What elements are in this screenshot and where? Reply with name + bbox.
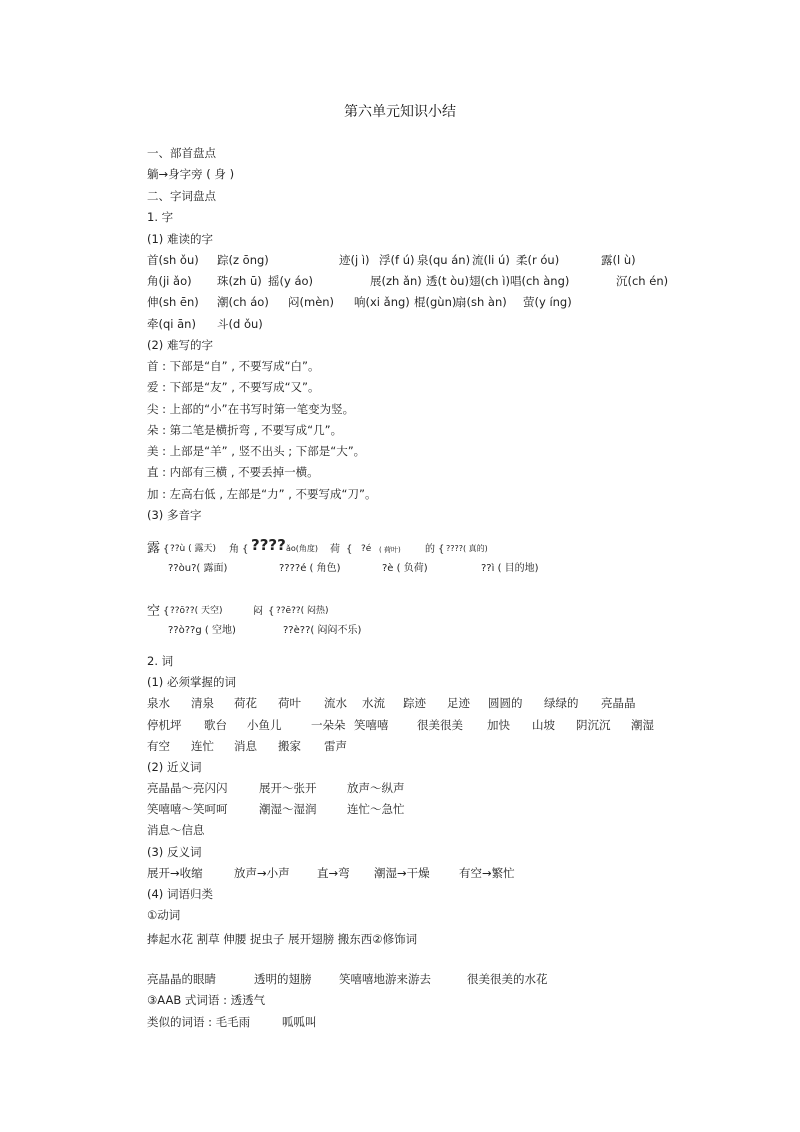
word-row-1 <box>147 695 787 711</box>
pinyin-item: 唱(ch àng) <box>510 274 570 288</box>
modifier-phrase: 透明的翅膀 <box>254 972 312 986</box>
word-item: 足迹 <box>447 696 470 710</box>
writing-note: 爱 : 下部是“友” , 不要写成“又”。 <box>147 380 320 394</box>
word-item: 踪迹 <box>403 696 426 710</box>
pinyin-item: 沉(ch én) <box>616 274 669 288</box>
poly-reading: ?è ( 负荷) <box>382 563 428 574</box>
antonym-pair: 放声→小声 <box>234 866 290 880</box>
pinyin-item: 翅(ch ì) <box>469 274 510 288</box>
poly-char-men: 闷 <box>253 606 263 617</box>
antonym-pair: 潮湿→干燥 <box>374 866 430 880</box>
antonyms-heading: (3) 反义词 <box>147 845 202 859</box>
pinyin-item: 露(l ù) <box>601 253 636 267</box>
word-item: 很美很美 <box>417 718 463 732</box>
word-item: 有空 <box>147 739 170 753</box>
pinyin-row-1 <box>147 252 787 268</box>
words-heading: 2. 词 <box>147 654 174 668</box>
pinyin-item: 透(t òu) <box>426 274 469 288</box>
word-item: 连忙 <box>191 739 214 753</box>
word-row-3 <box>147 738 787 754</box>
poly-reading: ?é <box>361 544 372 554</box>
word-item: 停机坪 <box>147 718 182 732</box>
synonym-pair: 亮晶晶～亮闪闪 <box>147 781 228 795</box>
verbs-heading: ①动词 <box>147 908 181 922</box>
word-item: 圆圆的 <box>488 696 523 710</box>
poly-char-jiao: 角 <box>229 544 239 555</box>
poly-reading: ????( 真的) <box>446 544 488 553</box>
writing-note: 直 : 内部有三横 , 不要丢掉一横。 <box>147 465 319 479</box>
pinyin-row-3 <box>147 294 787 310</box>
pinyin-item: 柔(r óu) <box>516 253 560 267</box>
word-item: 搬家 <box>278 739 301 753</box>
synonym-row-1 <box>147 780 787 796</box>
writing-note: 美 : 上部是“羊” , 竖不出头 ; 下部是“大”。 <box>147 444 366 458</box>
word-item: 小鱼儿 <box>247 718 282 732</box>
synonym-row-2 <box>147 801 787 817</box>
word-item: 亮晶晶 <box>601 696 636 710</box>
antonym-pair: 展开→收缩 <box>147 866 203 880</box>
aab-words-line: ③AAB 式词语 : 透透气 <box>147 993 266 1007</box>
synonym-pair: 潮湿～湿润 <box>259 802 317 816</box>
writing-note: 尖 : 上部的“小”在书写时第一笔变为竖。 <box>147 402 355 416</box>
word-item: 荷叶 <box>278 696 301 710</box>
word-item: 一朵朵 <box>311 718 346 732</box>
brace: { <box>163 606 170 617</box>
word-item: 潮湿 <box>631 718 654 732</box>
word-item: 加快 <box>487 718 510 732</box>
poly-reading: ??ē??( 闷热) <box>276 606 329 616</box>
pinyin-item: 角(ji ǎo) <box>147 274 192 288</box>
synonym-pair: 消息～信息 <box>147 823 205 837</box>
pinyin-item: 踪(z ōng) <box>217 253 269 267</box>
brace: { <box>268 606 275 617</box>
brace: { <box>242 544 249 555</box>
pinyin-item: 摇(y áo) <box>268 274 314 288</box>
synonym-pair: 展开～张开 <box>259 781 317 795</box>
word-item: 山坡 <box>532 718 555 732</box>
synonyms-heading: (2) 近义词 <box>147 760 202 774</box>
modifier-phrase: 亮晶晶的眼睛 <box>147 972 216 986</box>
word-row-2 <box>147 717 787 733</box>
section-words-heading: 二、字词盘点 <box>147 189 216 203</box>
modifier-phrase: 笑嘻嘻地游来游去 <box>339 972 431 986</box>
radical-line: 躺→身字旁 ( 身 ) <box>147 167 235 181</box>
antonym-row <box>147 865 787 881</box>
hard-to-write-heading: (2) 难写的字 <box>147 338 213 352</box>
section-radical-heading: 一、部首盘点 <box>147 146 216 160</box>
pinyin-item: 珠(zh ū) <box>217 274 262 288</box>
poly-reading: ??ù ( 露天) <box>170 544 217 554</box>
word-item: 水流 <box>362 696 385 710</box>
word-item: 荷花 <box>234 696 257 710</box>
characters-heading: 1. 字 <box>147 210 174 224</box>
brace: { <box>163 544 170 555</box>
pinyin-item: 萤(y íng) <box>523 295 572 309</box>
pinyin-item: 流(li ú) <box>472 253 510 267</box>
word-categories-heading: (4) 词语归类 <box>147 887 213 901</box>
antonym-pair: 有空→繁忙 <box>459 866 515 880</box>
word-item: 雷声 <box>324 739 347 753</box>
similar-words-label: 类似的词语 : 毛毛雨 <box>147 1015 251 1029</box>
poly-char-he: 荷 <box>330 544 340 555</box>
poly-reading: ǎo(角度) <box>286 544 319 553</box>
poly-reading: ??ò??g ( 空地) <box>168 625 236 636</box>
similar-words-row <box>147 1014 787 1030</box>
poly-reading: ????é ( 角色) <box>279 563 341 574</box>
poly-reading: ???? <box>251 536 286 554</box>
hard-to-read-heading: (1) 难读的字 <box>147 232 213 246</box>
pinyin-item: 棍(gùn) <box>414 295 457 309</box>
pinyin-item: 扇(sh àn) <box>455 295 507 309</box>
word-item: 绿绿的 <box>544 696 579 710</box>
must-master-heading: (1) 必须掌握的词 <box>147 675 236 689</box>
pinyin-row-4 <box>147 316 787 332</box>
word-item: 笑嘻嘻 <box>354 718 389 732</box>
synonym-pair: 放声～纵声 <box>347 781 405 795</box>
polyphonic-heading: (3) 多音字 <box>147 508 202 522</box>
brace: { <box>438 544 445 555</box>
poly-reading: ??ì ( 目的地) <box>481 563 539 574</box>
modifier-phrase: 很美很美的水花 <box>467 972 548 986</box>
synonym-pair: 连忙～急忙 <box>347 802 405 816</box>
word-item: 阴沉沉 <box>576 718 611 732</box>
pinyin-item: 首(sh ǒu) <box>147 253 199 267</box>
word-item: 清泉 <box>191 696 214 710</box>
word-item: 泉水 <box>147 696 170 710</box>
pinyin-item: 浮(f ú) <box>379 253 415 267</box>
brace: { <box>346 544 353 555</box>
pinyin-row-2 <box>147 273 787 289</box>
writing-note: 加 : 左高右低 , 左部是“力” , 不要写成“刀”。 <box>147 487 377 501</box>
pinyin-item: 潮(ch áo) <box>217 295 269 309</box>
pinyin-item: 展(zh ǎn) <box>370 274 422 288</box>
pinyin-item: 牵(qi ān) <box>147 317 196 331</box>
similar-word: 呱呱叫 <box>282 1015 317 1029</box>
poly-reading: ??ō??( 天空) <box>170 606 223 616</box>
page-title: 第六单元知识小结 <box>344 104 456 120</box>
verbs-line: 捧起水花 割草 伸腰 捉虫子 展开翅膀 搬东西②修饰词 <box>147 932 418 946</box>
writing-note: 朵 : 第二笔是横折弯 , 不要写成“几”。 <box>147 423 343 437</box>
pinyin-item: 伸(sh ēn) <box>147 295 199 309</box>
synonym-pair: 笑嘻嘻～笑呵呵 <box>147 802 228 816</box>
writing-note: 首 : 下部是“自” , 不要写成“白”。 <box>147 359 320 373</box>
pinyin-item: 迹(j ì) <box>339 253 370 267</box>
word-item: 歌台 <box>204 718 227 732</box>
poly-reading: ( 荷叶) <box>379 546 401 554</box>
poly-reading: ??è??( 闷闷不乐) <box>283 625 362 636</box>
word-item: 消息 <box>234 739 257 753</box>
word-item: 流水 <box>324 696 347 710</box>
pinyin-item: 闷(mèn) <box>288 295 335 309</box>
poly-char-lu: 露 <box>147 541 161 556</box>
poly-char-de: 的 <box>425 544 435 555</box>
pinyin-item: 泉(qu án) <box>417 253 471 267</box>
pinyin-item: 响(xi ǎng) <box>354 295 410 309</box>
modifier-row <box>147 971 787 987</box>
pinyin-item: 斗(d ǒu) <box>217 317 263 331</box>
antonym-pair: 直→弯 <box>317 866 350 880</box>
poly-char-kong: 空 <box>147 604 161 619</box>
poly-reading: ??òu?( 露面) <box>168 563 228 574</box>
